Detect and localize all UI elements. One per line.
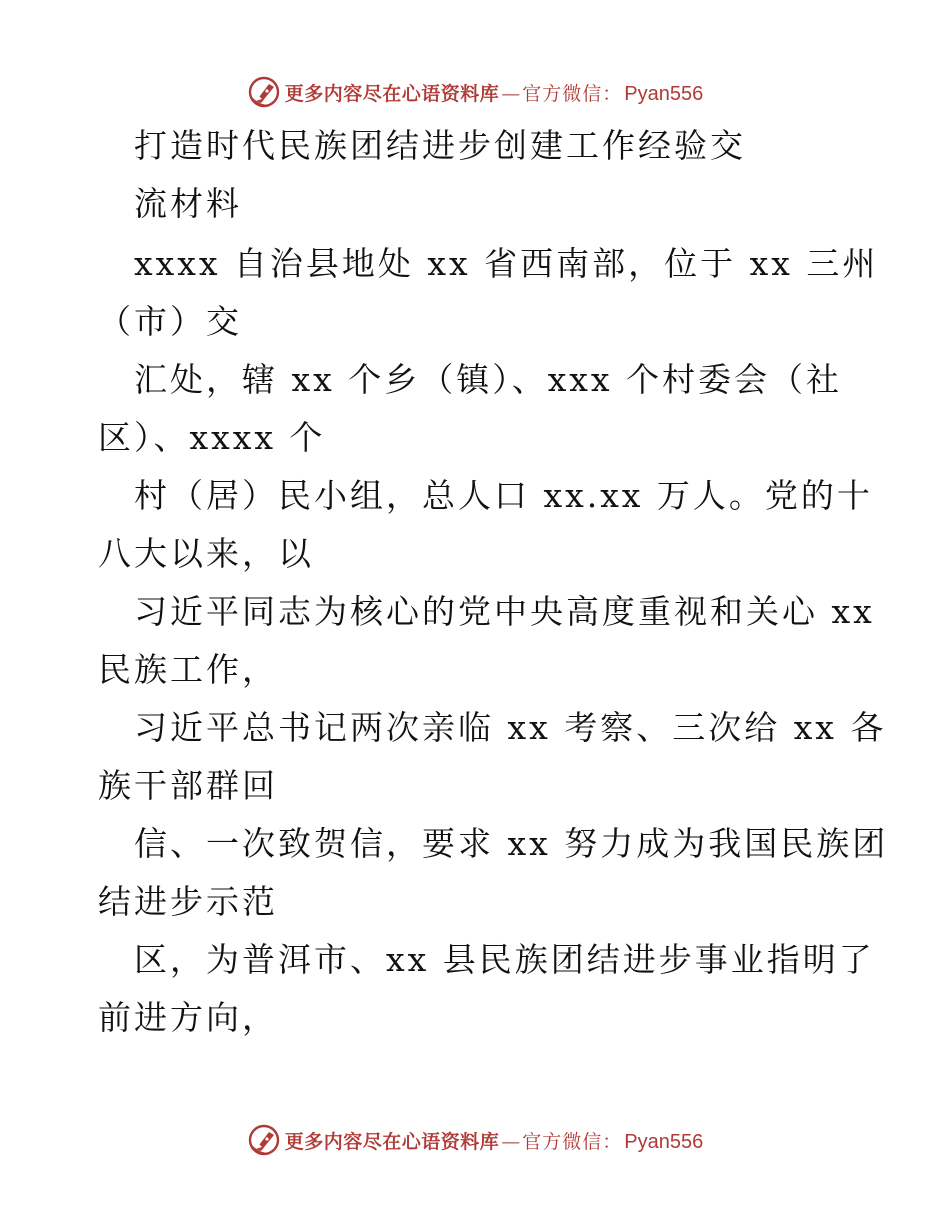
paragraph-line: 区）、xxxx 个 [98, 418, 326, 457]
paragraph-line: 区，为普洱市、xx 县民族团结进步事业指明了 [134, 940, 875, 979]
paragraph-line: 前进方向， [98, 998, 278, 1037]
banner-wechat-id: Pyan556 [624, 82, 704, 105]
paragraph-line: 信、一次致贺信，要求 xx 努力成为我国民族团 [134, 824, 889, 863]
footer-banner [0, 1120, 950, 1160]
doc-title-line-1: 打造时代民族团结进步创建工作经验交 [134, 126, 746, 165]
banner-wechat-label: 官方微信： [522, 1130, 623, 1153]
doc-title-line-2: 流材料 [134, 184, 242, 223]
paragraph-line: （市）交 [98, 302, 242, 341]
pen-nib-logo-icon [247, 75, 281, 109]
paragraph-line: 结进步示范 [98, 882, 278, 921]
paragraph-line: 习近平总书记两次亲临 xx 考察、三次给 xx 各 [134, 708, 887, 747]
header-banner [0, 72, 950, 112]
pen-nib-logo-icon [247, 1123, 281, 1157]
paragraph-line: 民族工作， [98, 650, 278, 689]
paragraph-line: 汇处，辖 xx 个乡（镇）、xxx 个村委会（社 [134, 360, 843, 399]
banner-text [285, 79, 704, 106]
paragraph-line: xxxx 自治县地处 xx 省西南部，位于 xx 三州 [134, 244, 879, 283]
paragraph-line: 族干部群回 [98, 766, 278, 805]
paragraph-line: 村（居）民小组，总人口 xx.xx 万人。党的十 [134, 476, 873, 515]
banner-main-text: 更多内容尽在心语资料库 [284, 1130, 500, 1153]
banner-wechat-id: Pyan556 [624, 1130, 704, 1153]
paragraph-line: 八大以来，以 [98, 534, 314, 573]
banner-main-text: 更多内容尽在心语资料库 [284, 82, 500, 105]
banner-dash: — [501, 82, 521, 105]
banner-wechat-label: 官方微信： [522, 82, 623, 105]
paragraph-line: 习近平同志为核心的党中央高度重视和关心 xx [134, 592, 875, 631]
banner-text [285, 1127, 704, 1154]
banner-dash: — [501, 1130, 521, 1153]
